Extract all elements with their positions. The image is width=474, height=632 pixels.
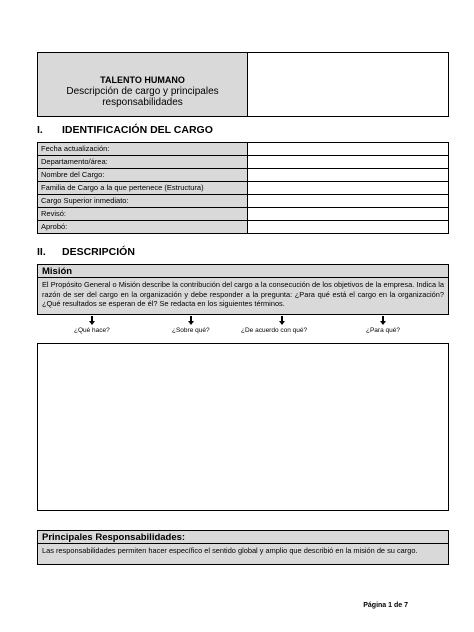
mision-description: El Propósito General o Misión describe la contribución del cargo a la consecución de los objetivos de la empresa. Indica la razón de ser del cargo en la organización y debe responder a la pregunta: ¿Para qué está el cargo en la organización? ¿Qué resultados se esperan de él? Se redacta en los siguientes términos. bbox=[37, 278, 449, 315]
row-value-field[interactable] bbox=[248, 156, 449, 169]
responsabilidades-heading: Principales Responsabilidades: bbox=[37, 530, 449, 544]
row-value-field[interactable] bbox=[248, 195, 449, 208]
page-number: Página 1 de 7 bbox=[363, 602, 408, 609]
row-label: Revisó: bbox=[38, 208, 248, 221]
header-title-block bbox=[38, 53, 248, 116]
header-title: TALENTO HUMANO bbox=[100, 75, 185, 85]
table-row bbox=[38, 195, 449, 208]
row-value-field[interactable] bbox=[248, 169, 449, 182]
table-row bbox=[38, 221, 449, 234]
identification-table bbox=[37, 142, 449, 234]
row-label: Familia de Cargo a la que pertenece (Estructura) bbox=[38, 182, 248, 195]
mision-heading: Misión bbox=[37, 264, 449, 278]
section-number: II. bbox=[37, 246, 46, 258]
row-label: Fecha actualización: bbox=[38, 143, 248, 156]
section-descripcion-heading bbox=[0, 246, 474, 260]
down-arrow-icon bbox=[380, 316, 386, 325]
question-para-que: ¿Para qué? bbox=[366, 327, 400, 334]
row-value-field[interactable] bbox=[248, 208, 449, 221]
row-label: Departamento/área: bbox=[38, 156, 248, 169]
question-que-hace: ¿Qué hace? bbox=[74, 327, 110, 334]
table-row bbox=[38, 208, 449, 221]
header-subtitle-line2: responsabilidades bbox=[102, 97, 183, 108]
header-subtitle-line1: Descripción de cargo y principales bbox=[66, 86, 219, 97]
row-value-field[interactable] bbox=[248, 143, 449, 156]
table-row bbox=[38, 143, 449, 156]
responsabilidades-description: Las responsabilidades permiten hacer específico el sentido global y amplio que describió en la misión de su cargo. bbox=[37, 544, 449, 565]
row-label: Nombre del Cargo: bbox=[38, 169, 248, 182]
section-number: I. bbox=[37, 124, 43, 136]
down-arrow-icon bbox=[188, 316, 194, 325]
row-value-field[interactable] bbox=[248, 221, 449, 234]
row-value-field[interactable] bbox=[248, 182, 449, 195]
table-row bbox=[38, 156, 449, 169]
row-label: Cargo Superior inmediato: bbox=[38, 195, 248, 208]
row-label: Aprobó: bbox=[38, 221, 248, 234]
table-row bbox=[38, 169, 449, 182]
mision-text-area[interactable] bbox=[37, 343, 449, 511]
question-sobre-que: ¿Sobre qué? bbox=[172, 327, 210, 334]
section-identificacion-heading bbox=[0, 124, 474, 138]
section-title: IDENTIFICACIÓN DEL CARGO bbox=[62, 124, 213, 136]
table-row bbox=[38, 182, 449, 195]
down-arrow-icon bbox=[279, 316, 285, 325]
section-title: DESCRIPCIÓN bbox=[62, 246, 135, 258]
down-arrow-icon bbox=[89, 316, 95, 325]
document-header bbox=[37, 52, 449, 117]
question-de-acuerdo: ¿De acuerdo con qué? bbox=[241, 327, 308, 334]
